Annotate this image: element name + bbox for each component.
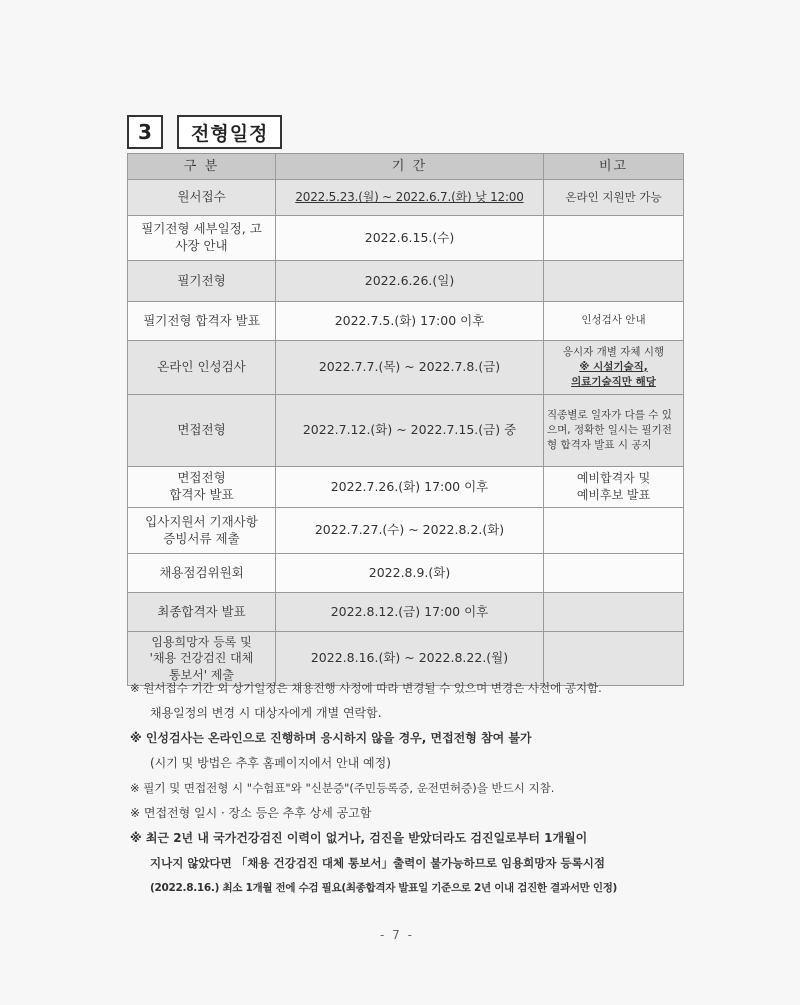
row-category: 원서접수 [128, 180, 276, 216]
section-number: 3 [127, 115, 163, 149]
row-category [128, 467, 276, 508]
table-row [128, 554, 684, 593]
note-line: 의료기술직만 해당 [571, 376, 656, 389]
note-text [150, 880, 617, 896]
row-category: 온라인 인성검사 [128, 341, 276, 395]
row-period: 2022.7.12.(화) ~ 2022.7.15.(금) 중 [276, 395, 544, 467]
note-text [130, 830, 587, 846]
table-row [128, 180, 684, 216]
table-row [128, 216, 684, 261]
header-period: 기 간 [276, 154, 544, 180]
row-period: 2022.8.16.(화) ~ 2022.8.22.(월) [276, 632, 544, 686]
row-period: 2022.6.15.(수) [276, 216, 544, 261]
category-line: 입사지원서 기재사항 [145, 513, 258, 529]
row-category: 필기전형 합격자 발표 [128, 302, 276, 341]
category-line: 면접전형 [177, 470, 226, 486]
header-note: 비고 [544, 154, 684, 180]
note-bold: (2022.8.16.) 최소 1개월 전에 수검 필요(최종합격자 발표일 기준으로 2년 이내 검진한 결과서만 인정) [150, 882, 618, 894]
schedule-table [127, 153, 684, 686]
table-row [128, 395, 684, 467]
table-row [128, 467, 684, 508]
row-period: 2022.8.12.(금) 17:00 이후 [276, 593, 544, 632]
row-note: 인성검사 안내 [544, 302, 684, 341]
row-note [544, 508, 684, 554]
row-period: 2022.8.9.(화) [276, 554, 544, 593]
category-line: '채용 건강검진 대체 [149, 651, 254, 666]
row-note [544, 261, 684, 302]
note-text: ※ 원서접수 기간 외 상기일정은 채용진행 사정에 따라 변경될 수 있으며 변경은 사전에 공지함. [130, 681, 602, 695]
row-note [544, 593, 684, 632]
page-number: - 7 - [380, 928, 414, 942]
row-period: 2022.5.23.(월) ~ 2022.6.7.(화) 낮 12:00 [276, 180, 544, 216]
row-category: 필기전형 [128, 261, 276, 302]
row-category: 채용점검위원회 [128, 554, 276, 593]
row-note [544, 341, 684, 395]
row-note [544, 632, 684, 686]
category-line: 합격자 발표 [169, 487, 234, 502]
row-note [544, 467, 684, 508]
category-line: 임용희망자 등록 및 [151, 635, 252, 650]
category-line: 증빙서류 제출 [163, 530, 240, 546]
row-note [544, 216, 684, 261]
row-category: 최종합격자 발표 [128, 593, 276, 632]
note-text: ※ 면접전형 일시 · 장소 등은 추후 상세 공고함 [130, 806, 372, 820]
row-period: 2022.7.7.(목) ~ 2022.7.8.(금) [276, 341, 544, 395]
row-category: 면접전형 [128, 395, 276, 467]
table-row [128, 341, 684, 395]
note-text [130, 730, 532, 746]
note-text [150, 855, 605, 871]
note-bold: ※ 최근 2년 내 국가건강검진 이력이 없거나, 검진을 받았더라도 검진일로부터 1개월이 [130, 831, 588, 845]
note-text: ※ 필기 및 면접전형 시 "수험표"와 "신분증"(주민등록증, 운전면허증)을 반드시 지참. [130, 781, 555, 795]
row-period: 2022.7.5.(화) 17:00 이후 [276, 302, 544, 341]
row-category [128, 632, 276, 686]
note-bold: ※ 인성검사는 온라인으로 진행하며 응시하지 않을 경우, 면접전형 참여 불가 [130, 731, 532, 745]
table-row [128, 593, 684, 632]
section-title: 전형일정 [177, 115, 282, 149]
note-text: (시기 및 방법은 추후 홈페이지에서 안내 예정) [150, 756, 391, 770]
table-row [128, 261, 684, 302]
row-category [128, 508, 276, 554]
header-category: 구 분 [128, 154, 276, 180]
row-note: 온라인 지원만 가능 [544, 180, 684, 216]
note-line: 응시자 개별 자체 시행 [562, 345, 665, 358]
row-period: 2022.7.27.(수) ~ 2022.8.2.(화) [276, 508, 544, 554]
row-period: 2022.7.26.(화) 17:00 이후 [276, 467, 544, 508]
row-period: 2022.6.26.(일) [276, 261, 544, 302]
note-line: ※ 시설기술직, [579, 360, 648, 373]
category-line: 통보서' 제출 [168, 667, 235, 682]
row-note: 직종별로 일자가 다를 수 있으며, 정확한 일시는 필기전형 합격자 발표 시 공지 [544, 395, 684, 467]
note-line: 예비후보 발표 [576, 488, 651, 502]
section-header [127, 112, 282, 152]
table-row [128, 508, 684, 554]
note-text: 채용일정의 변경 시 대상자에게 개별 연락함. [150, 706, 382, 720]
row-note [544, 554, 684, 593]
note-bold: 지나지 않았다면 「채용 건강검진 대체 통보서」출력이 불가능하므로 임용희망자 등록시점 [150, 856, 605, 870]
row-category: 필기전형 세부일정, 고사장 안내 [128, 216, 276, 261]
table-row [128, 302, 684, 341]
note-line: 예비합격자 및 [576, 470, 651, 485]
table-row [128, 632, 684, 686]
